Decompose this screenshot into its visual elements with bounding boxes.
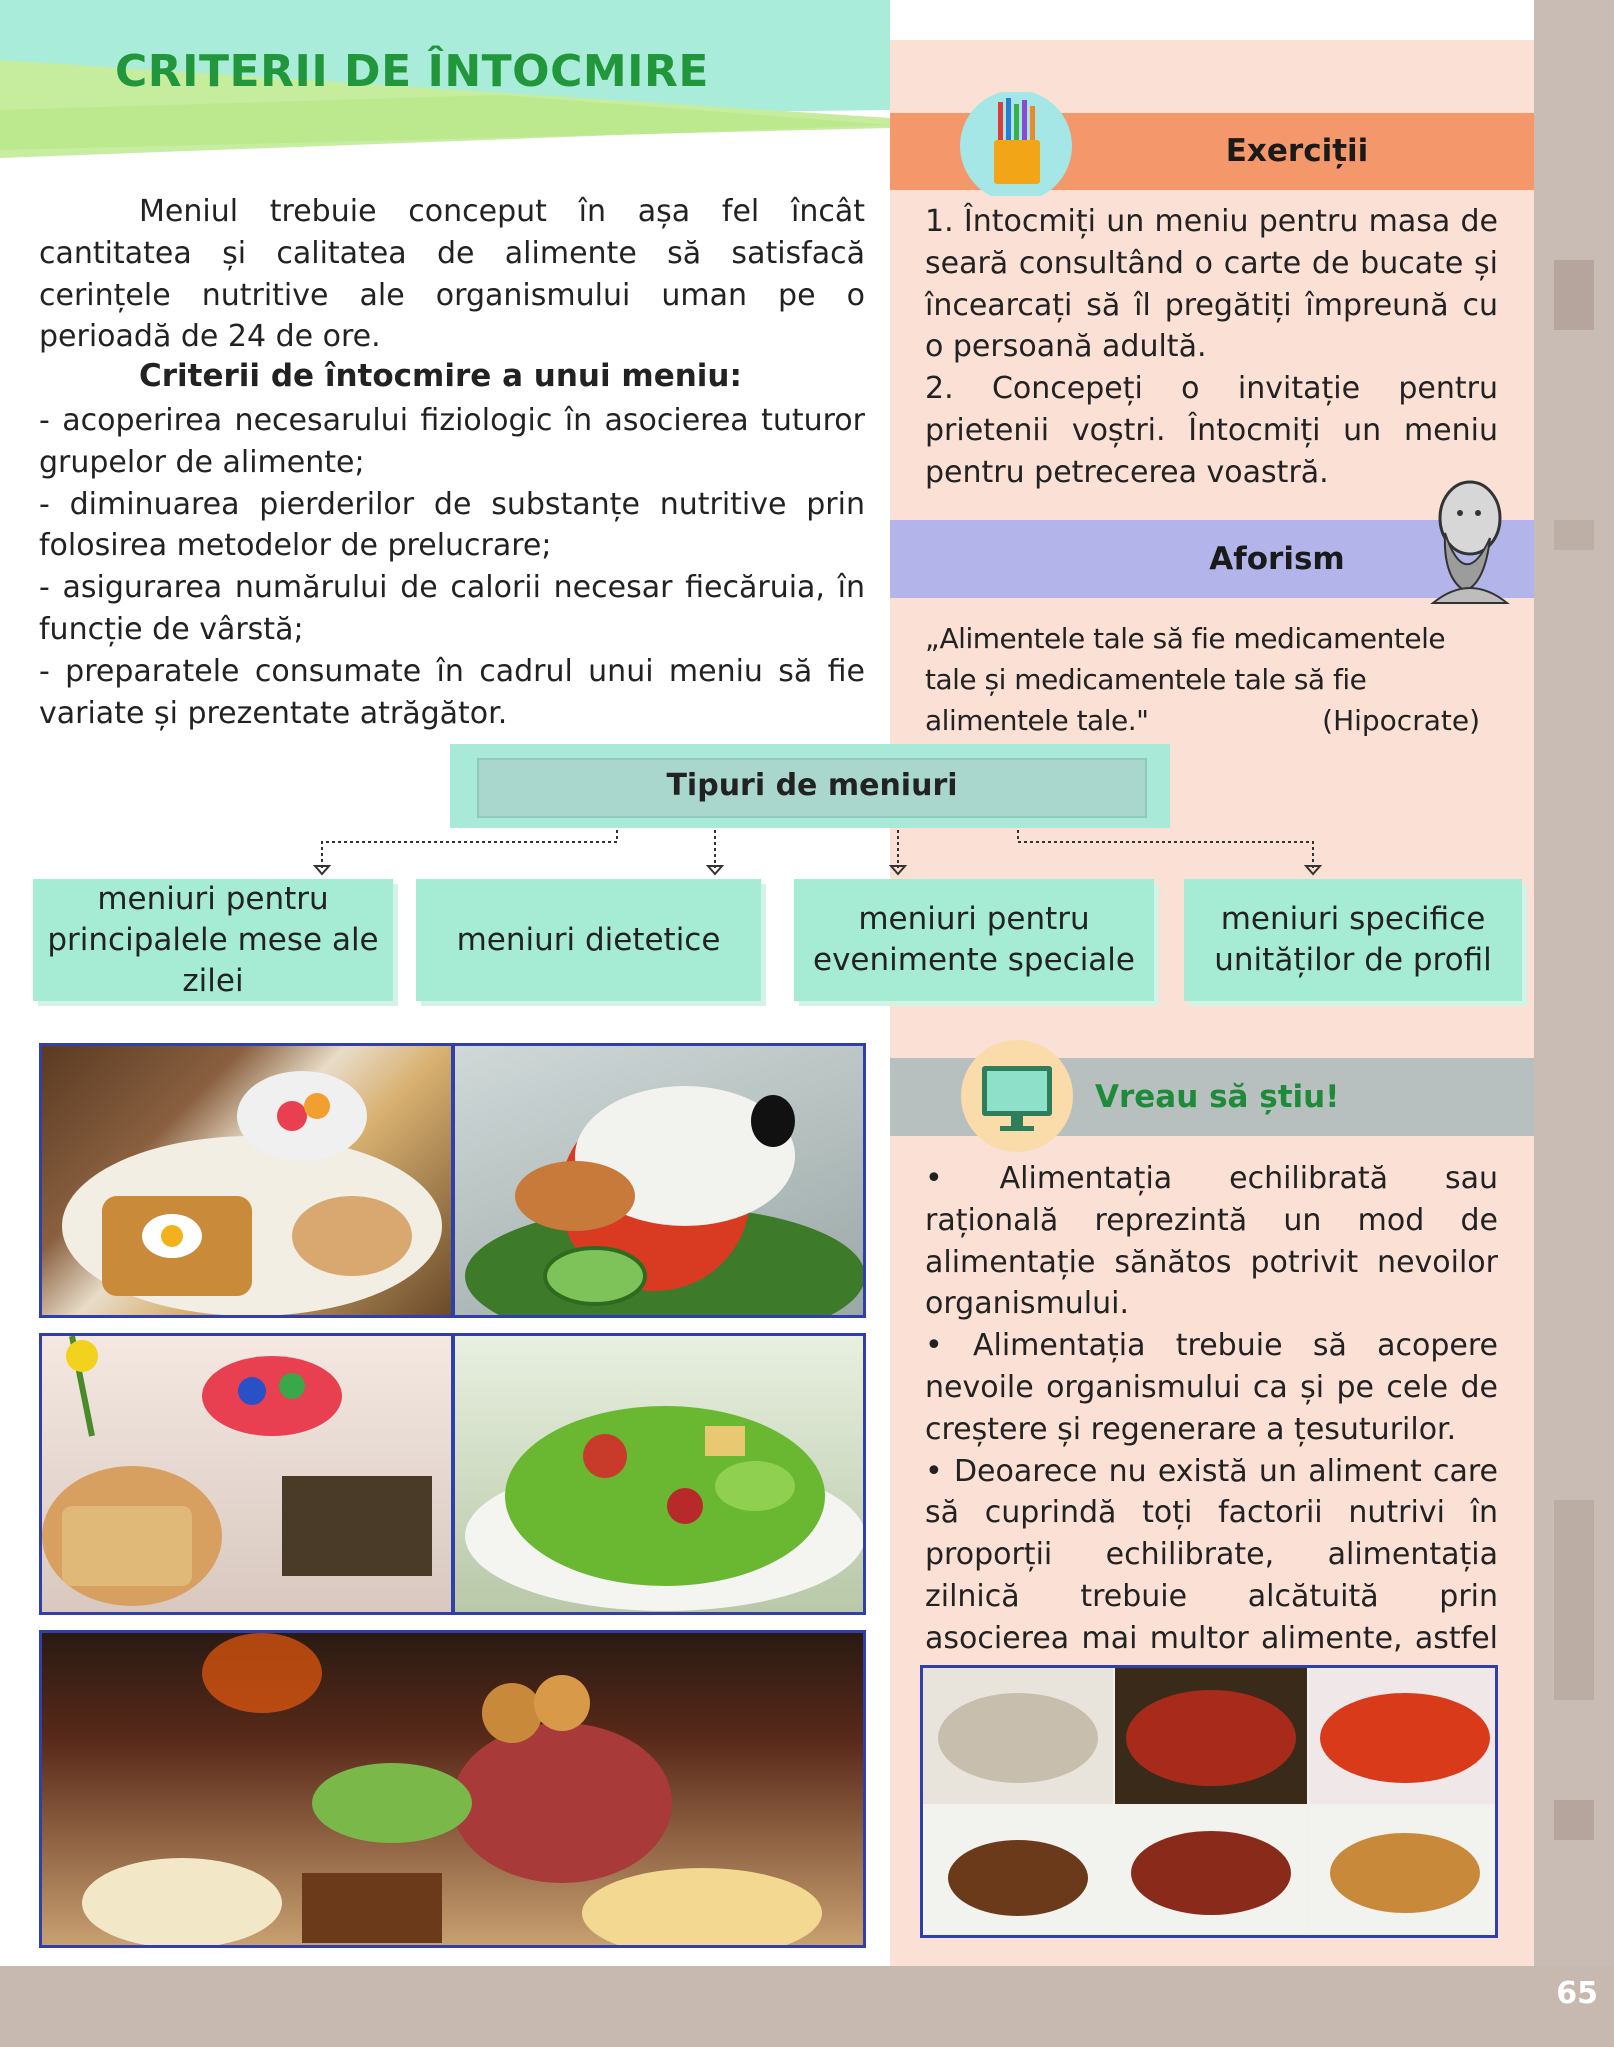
diagram-connectors: [0, 820, 1614, 880]
vreau-sa-stiu-title: Vreau să știu!: [1095, 1079, 1340, 1115]
type-dietary: meniuri dietetice: [416, 879, 761, 1001]
page-number: 65: [1556, 1976, 1598, 2011]
criteria-heading: Criterii de întocmire a unui meniu:: [139, 358, 742, 394]
exercise-item: 1. Întocmiți un meniu pentru masa de seară consultând o carte de bucate și încearcați să îl pregătiți împreună cu o persoană adultă.: [925, 204, 1498, 365]
aforism-author: (Hipocrate): [1322, 704, 1480, 737]
photo-easter-table: [39, 1333, 454, 1615]
intro-paragraph: Meniul trebuie conceput în așa fel încât cantitatea și calitatea de alimente să satisfacă cerințele nutritive ale organismului uman pe o perioadă de 24 de ore.: [39, 194, 865, 355]
exercitii-text: [925, 201, 1498, 494]
info-item: • Alimentația echilibrată sau rațională reprezintă un mod de alimentație sănătos potrivit nevoilor organismului.: [925, 1161, 1498, 1322]
type-main-meals: meniuri pentru principalele mese ale zilei: [33, 879, 393, 1001]
criteria-item: - asigurarea numărului de calorii necesar fiecăruia, în funcție de vârstă;: [39, 570, 865, 647]
photo-salad: [452, 1333, 866, 1615]
types-title: Tipuri de meniuri: [666, 768, 958, 803]
monitor-icon: [960, 1040, 1074, 1152]
criteria-list: [39, 400, 865, 734]
info-item: • Alimentația trebuie să acopere nevoile organismului ca și pe cele de creștere și regenerare a țesuturilor.: [925, 1328, 1498, 1447]
pencil-cup-icon: [958, 92, 1074, 196]
photo-dietary-plate: [452, 1043, 866, 1318]
vreau-sa-stiu-text: [925, 1158, 1498, 1743]
info-item: • Deoarece nu există un aliment care să cuprindă toți factorii nutrivi în proporții echilibrate, alimentația zilnică trebuie alcătuită prin asocierea mai multor alimente, astfel: [925, 1453, 1498, 1656]
photo-dishes-collage: [920, 1665, 1498, 1938]
aforism-quote: „Alimentele tale să fie medicamentele tale și medicamentele tale să fie alimentele tale.": [925, 622, 1446, 737]
page-title: CRITERII DE ÎNTOCMIRE: [115, 46, 709, 97]
photo-breakfast: [39, 1043, 454, 1318]
aforism-title: Aforism: [1209, 541, 1345, 577]
criteria-item: - diminuarea pierderilor de substanțe nutritive prin folosirea metodelor de prelucrare;: [39, 486, 865, 564]
type-special-events: meniuri pentru evenimente speciale: [794, 879, 1154, 1001]
hippocrates-bust-icon: [1415, 473, 1515, 608]
footer-bar: [0, 1966, 1614, 2047]
right-decorative-strip: [1534, 0, 1614, 2047]
exercise-item: 2. Concepeți o invitație pentru prietenii voștri. Întocmiți un meniu pentru petrecerea voastră.: [925, 371, 1498, 490]
exercitii-title: Exerciții: [1225, 133, 1369, 169]
photo-holiday-feast: [39, 1630, 866, 1948]
criteria-item: - acoperirea necesarului fiziologic în asocierea tuturor grupelor de alimente;: [39, 403, 865, 480]
type-profile-units: meniuri specifice unităților de profil: [1184, 879, 1522, 1001]
criteria-item: - preparatele consumate în cadrul unui meniu să fie variate și prezentate atrăgător.: [39, 653, 865, 731]
